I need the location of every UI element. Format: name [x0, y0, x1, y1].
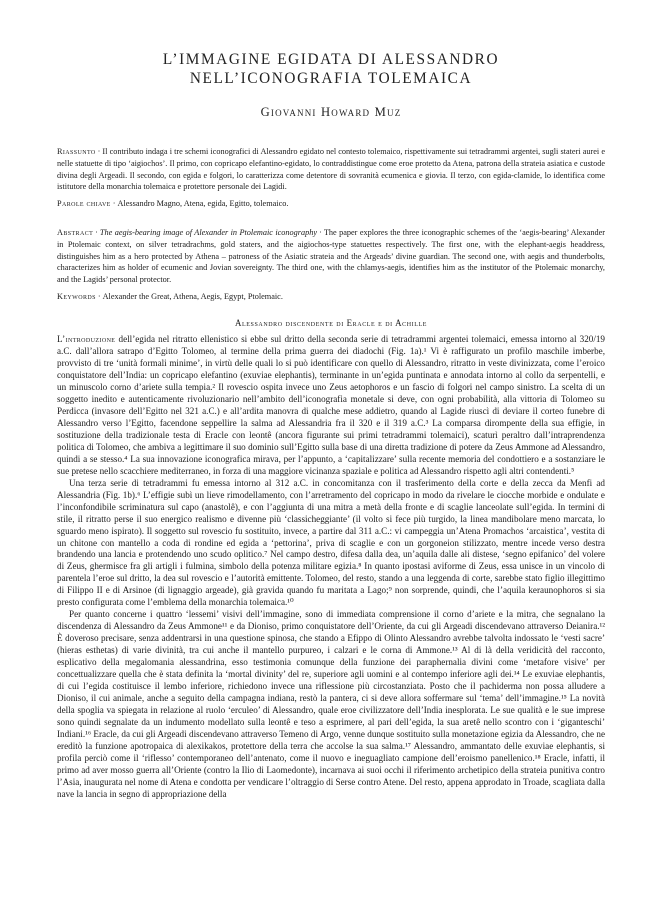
separator: ·	[97, 147, 101, 156]
abstract-title: The aegis-bearing image of Alexander in Ptolemaic iconography	[99, 227, 318, 237]
keywords-english	[57, 291, 605, 303]
author-name: Giovanni Howard Muz	[260, 105, 402, 119]
paragraph-1	[57, 334, 605, 478]
abstract-italian	[57, 146, 605, 193]
section-heading: Alessandro discendente di Eracle e di Achille	[234, 317, 428, 328]
abstract-label: Abstract	[57, 227, 94, 237]
separator: ·	[95, 227, 98, 237]
keywords-text: Alexander the Great, Athena, Aegis, Egypt, Ptolemaic.	[102, 291, 283, 301]
title-line-2: NELL’ICONOGRAFIA TOLEMAICA	[189, 70, 473, 87]
article-page	[57, 0, 605, 801]
keywords-italian	[57, 198, 605, 210]
separator: ·	[319, 227, 322, 237]
paragraph-3: Per quanto concerne i quattro ‘lessemi’ visivi dell’immagine, sono di immediata comprensione il corno d’ariete e la mitra, che segnalano la discendenza di Alessandro da Zeus Ammone¹¹ e da Dioniso, primo conquistatore dell’Oriente, da cui gli Argeadi discendevano attraverso Deianira.¹² È doveroso precisare, senza addentrarsi in una questione spinosa, che stando a Efippo di Olinto Alessandro avrebbe talvolta indossato le ‘vesti sacre’ (hieras esthetas) di varie divinità, tra cui anche il mantello purpureo, i calzari e le corna di Ammone.¹³ Al di là della veridicità del racconto, esplicativo della megalomania alessandrina, esso testimonia comunque della funzione dei paraphernalia divini come ‘metafore visive’ per concettualizzare quella che è stata definita la ‘mortal divinity’ del re, superiore agli uomini e al contempo inferiore agli dei.¹⁴ Le exuviae elephantis, di cui l’egida costituisce il lembo inferiore, richiedono invece una riflessione più circostanziata. Posto che il pachiderma non possa alludere a Dioniso, il cui animale, anche a seguito della campagna indiana, restò la pantera, ci si deve allora soffermare sul ‘tema’ dell’immagine.¹⁵ La novità della spoglia va spiegata in relazione al ruolo ‘erculeo’ di Alessandro, quale eroe civilizzatore dell’India inesplorata. Le sue qualità e le sue imprese sono quindi segnalate da un indumento modellato sulla leontê e teso a esprimere, al pari dell’egida, la sua aretê nello scontro con i ‘giganteschi’ Indiani.¹⁶ Eracle, da cui gli Argeadi discendevano attraverso Temeno di Argo, venne dunque sostituito sulla monetazione egizia da Alessandro, che ne ereditò la funzione apotropaica di alexikakos, protettore della terra che accolse la sua salma.¹⁷ Alessandro, ammantato delle exuviae elephantis, si profila perciò come il ‘riflesso’ contemporaneo dell’antenato, come il nuovo e ineguagliato campione dell’eroismo panellenico.¹⁸ Eracle, infatti, il primo ad aver mosso guerra all’Oriente (contro la Ilio di Laomedonte), incarnava ai suoi occhi il riferimento archetipico della strateia punitiva contro l’Asia, inaugurata nel nome di Atena e condotta per vendicare l’oltraggio di Serse contro Atene. Del resto, appena approdato in Troade, scagliata dalla nave la lancia in segno di appropriazione della	[57, 609, 605, 800]
keywords-label: Keywords	[57, 291, 96, 301]
keywords-label: Parole chiave	[57, 199, 111, 209]
abstract-text: Il contributo indaga i tre schemi iconografici di Alessandro egidato nel contesto tolemaico, rispettivamente sui tetradrammi argentei, sugli stateri aurei e nelle statuette di tipo ‘aigiochos’. Il primo, con copricapo elefantino-egidato, lo contraddistingue come eroe protetto da Atena, patrona della strateia asiatica e custode divina degli Argeadi. Il secondo, con egida e folgori, lo caratterizza come detentore di sovranità ecumenica e gioviа. Il terzo, con egida-clamide, lo identifica come istitutore della monarchia tolemaica e protettore personale dei Lagidi.	[57, 147, 605, 192]
paragraph-text: dell’egida nel ritratto ellenistico si ebbe sul dritto della seconda serie di tetradrammi argentei tolemaici, emessa intorno al 320/19 a.C. dall’allora satrapo d’Egitto Tolomeo, al termine della prima guerra dei diadochi (Fig. 1a).¹ Vi è raffigurato un profilo maschile imberbe, provvisto di tre ‘unità formali minime’, in virtù delle quali lo si può identificare con quello di Alessandro, ritratto in veste divinizzata, come l’eroico conquistatore dell’India: un copricapo elefantino (exuviae elephantis), terminante in un’egida puntinata e annodata intorno al collo da serpentelli, e un minuscolo corno d’ariete sulla tempia.² Il rovescio ospita invece uno Zeus aetophoros e un fascio di folgori nel campo sinistro. La scelta di un soggetto inedito e autenticamente rivoluzionario nell’ambito dell’iconografia monetale si deve, con ogni probabilità, alla vittoria di Tolomeo su Perdicca (invasore dell’Egitto nel 321 a.C.) e all’ardita manovra di qualche mese addietro, quando al Lagide riuscì di deviare il corteo funebre di Alessandro verso l’Egitto, facendone seppellire la salma ad Alessandria fra il 320 e il 319 a.C.³ La comparsa dirompente della sua effigie, in sostituzione della tradizionale testa di Eracle con leontê (ancora figurante sui primi tetradrammi tolemaici), scaturì peraltro dall’intraprendenza politica di Tolomeo, che ambiva a legittimare il suo dominio sull’Egitto sulla base di una diretta tradizione di potere da Zeus Ammone ad Alessandro, quindi a se stesso.⁴ La sua innovazione iconografica mirava, per l’appunto, a ‘capitalizzare’ sulla recente memoria del condottiero e a sostanziare le sue pretese nello scacchiere mediterraneo, in forza di una maggiore vicinanza spaziale e politica ad Alessandro rispetto agli altri contendenti.⁵	[57, 333, 605, 476]
separator: ·	[112, 199, 116, 209]
abstract-english	[57, 227, 605, 286]
abstract-text: The paper explores the three iconographic schemes of the ‘aegis-bearing’ Alexander in Ptolemaic context, on silver tetradrachms, gold staters, and the aigiochos-type statuettes respectively. The first one, with the elephant-aegis headdress, distinguishes him as a hero protected by Athena – patroness of the Asiatic strateia and the Argeads’ divine guardian. The second one, with aegis and thunderbolts, characterizes him as holder of ecumenic and Jovian sovereignty. The third one, with the chlamys-aegis, identifies him as the institutor of the Ptolemaic monarchy, and the Lagids’ personal protector.	[57, 227, 605, 285]
lead-in: L’introduzione	[57, 333, 116, 344]
paragraph-2: Una terza serie di tetradrammi fu emessa intorno al 312 a.C. in concomitanza con il trasferimento della corte e della zecca da Menfi ad Alessandria (Fig. 1b).⁶ L’effigie subì un lieve rimodellamento, con l’arretramento del copricapo in modo da rivelare le ciocche morbide e ondulate e l’inconfondibile scriminatura sul capo (anastolê), e con l’aggiunta di una mitra a metà della fronte e di scaglie lanceolate sull’egida. In termini di stile, il ritratto perse il suo energico realismo e divenne più ‘classicheggiante’ (il volto si fece più turgido, la linea mandibolare meno marcata, lo sguardo meno ispirato). Il soggetto sul rovescio fu sostituito, invece, a partire dal 311 a.C.: vi campeggia un’Atena Promachos ‘arcaistica’, vestita di un chitone con mantello a coda di rondine ed egida a ‘pettorina’, priva di scaglie e con un gorgoneion stilizzato, mentre incede verso destra brandendo una lancia e protendendo uno scudo oplitico.⁷ Nel campo destro, difesa dalla dea, un’aquila dalle ali distese, ‘segno epifanico’ del volere di Zeus, ghermisce fra gli artigli i fulmina, simbolo della potenza militare egizia.⁸ In quanto ipostasi aviforme di Zeus, essa unisce in un vincolo di parentela l’eroe sul dritto, la dea sul rovescio e l’autorità emittente. Tolomeo, del resto, stando a una leggenda di corte, sarebbe stato figlio illegittimo di Filippo II e di Arsinoe (di lignaggio argeade), già gravida quando fu maritata a Lago;⁹ non sorprende, quindi, che l’aquila keraunophoros si sia presto configurata come l’emblema della monarchia tolemaica.¹⁰	[57, 477, 605, 608]
article-body	[57, 334, 605, 801]
title-line-1: L’IMMAGINE EGIDATA DI ALESSANDRO	[162, 51, 500, 68]
separator: ·	[97, 291, 101, 301]
article-title	[57, 50, 605, 88]
keywords-text: Alessandro Magno, Atena, egida, Egitto, tolemaico.	[117, 199, 289, 209]
abstract-label: Riassunto	[57, 147, 96, 156]
